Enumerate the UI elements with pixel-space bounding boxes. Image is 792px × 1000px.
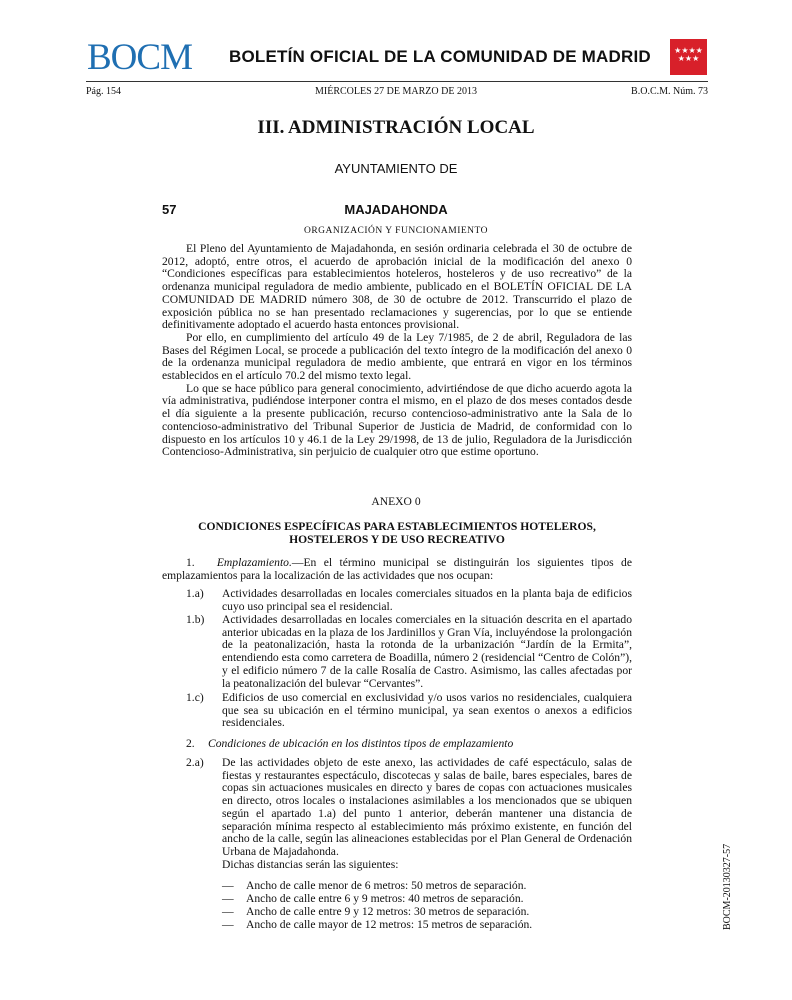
section-title: III. ADMINISTRACIÓN LOCAL (257, 117, 535, 138)
paragraph: Por ello, en cumplimiento del artículo 49 de la Ley 7/1985, de 2 de abril, Reguladora de las Bases del Régimen Local, se procede a publicación del texto íntegro de la modificación del anexo 0 de la ordenanza municipal reguladora de medio ambiente, que entrará en vigor en los términos establecidos en el artículo 70.2 del mismo texto legal. (162, 330, 632, 383)
paragraph: Lo que se hace público para general conocimiento, advirtiéndose de que dicho acuerdo agota la vía administrativa, pudiéndose interponer contra el mismo, en el plazo de dos meses contados desde el día siguiente a la presente publicación, recurso contencioso-administrativo ante la Sala de lo contencioso-administrativo del Tribunal Superior de Justicia de Madrid, de conformidad con lo dispuesto en los artículos 10 y 46.1 de la Ley 29/1998, de 13 de julio, Reguladora de la Jurisdicción Contencioso-Administrativa, sin perjuicio de cualquier otro que estime oportuno. (162, 381, 632, 459)
section-2-heading: 2. Condiciones de ubicación en los distintos tipos de emplazamiento (162, 738, 632, 751)
annex-heading: CONDICIONES ESPECÍFICAS PARA ESTABLECIMIENTOS HOTELEROS, HOSTELEROS Y DE USO RECREATIVO (198, 520, 596, 546)
intro-text (162, 243, 632, 459)
section-1 (162, 557, 632, 582)
item-text-2: Dichas distancias serán las siguientes: (222, 857, 399, 871)
dash-item: — Ancho de calle entre 6 y 9 metros: 40 metros de separación. (222, 892, 524, 905)
item-label: 1.b) (186, 613, 205, 626)
municipality-name: MAJADAHONDA (344, 202, 448, 217)
flag-stars: ★★★★ ★★★ (674, 46, 703, 63)
page-number: Pág. 154 (86, 86, 121, 97)
list-item (162, 588, 632, 613)
side-code: BOCM-20130327-57 (722, 843, 733, 930)
announcement-number: 57 (162, 202, 177, 217)
madrid-flag-icon (670, 39, 707, 75)
section-1-text: 1. Emplazamiento.—En el término municipal se distinguirán los siguientes tipos de emplazamientos para la localización de las actividades que nos ocupan: (162, 556, 632, 582)
header-rule (86, 81, 708, 82)
subject-line: ORGANIZACIÓN Y FUNCIONAMIENTO (303, 226, 489, 236)
list-item (162, 757, 632, 871)
annex-title: ANEXO 0 (371, 495, 421, 508)
bulletin-title: BOLETÍN OFICIAL DE LA COMUNIDAD DE MADRID (229, 47, 651, 66)
item-label: 1.c) (186, 691, 204, 704)
paragraph: El Pleno del Ayuntamiento de Majadahonda, en sesión ordinaria celebrada el 30 de octubre de 2012, adoptó, entre otros, el acuerdo de aprobación inicial de la modificación del anexo 0 “Condiciones específicas para establecimientos hoteleros, hosteleros y de uso recreativo” de la ordenanza municipal reguladora de medio ambiente, publicado en el BOLETÍN OFICIAL DE LA COMUNIDAD DE MADRID número 308, de 30 de octubre de 2012. Transcurrido el plazo de exposición pública no se han presentado reclamaciones y sugerencias, por lo que se entiende definitivamente adoptado el acuerdo hasta entonces provisional. (162, 242, 632, 332)
list-item (162, 692, 632, 730)
item-text: Edificios de uso comercial en exclusividad y/o usos varios no residenciales, cualquiera que sea su ubicación en el término municipal, ya sean exentos o anexos a edificios residenciales. (222, 691, 632, 730)
issue-number: B.O.C.M. Núm. 73 (631, 86, 708, 97)
bocm-logo: BOCM (87, 37, 192, 78)
list-item (162, 614, 632, 690)
item-label: 1.a) (186, 587, 204, 600)
item-text: De las actividades objeto de este anexo, las actividades de café espectáculo, salas de fiestas y restaurantes espectáculo, discotecas y salas de baile, bares especiales, bares de copas sin actuaciones musicales en directo y bares de copas con actuaciones musicales en directo, otros locales o instalaciones asimilables a los mencionados que se ubiquen según el apartado 1.a) del punto 1 anterior, deberán mantener una distancia de separación mínima respecto al establecimiento más próximo existente, en función del ancho de la calle, según las alineaciones establecidas por el Plan General de Ordenación Urbana de Majadahonda. (222, 756, 632, 858)
dash-item: — Ancho de calle mayor de 12 metros: 15 metros de separación. (222, 918, 533, 931)
section-1-title: Emplazamiento. (216, 556, 292, 569)
issue-date: MIÉRCOLES 27 DE MARZO DE 2013 (315, 86, 477, 97)
entity-label: AYUNTAMIENTO DE (334, 161, 458, 176)
dash-item: — Ancho de calle entre 9 y 12 metros: 30 metros de separación. (222, 905, 530, 918)
item-label: 2.a) (186, 756, 204, 769)
section-2-title: Condiciones de ubicación en los distintos tipos de emplazamiento (208, 737, 514, 750)
dash-item: — Ancho de calle menor de 6 metros: 50 metros de separación. (222, 879, 527, 892)
item-text: Actividades desarrolladas en locales comerciales en la situación descrita en el apartado anterior ubicadas en la plaza de los Jardinillos y Gran Vía, incluyéndose la prolongación de la peatonalización, hasta la rotonda de la urbanización “Jardín de la Ermita”, entendiendo esta como carretera de Boadilla, número 2 (residencial “Centro de Colón”), y el edificio número 7 de la calle Rosalía de Castro. Asimismo, las calles afectadas por la peatonalización del bulevar “Cervantes”. (222, 613, 632, 690)
item-text: Actividades desarrolladas en locales comerciales situados en la planta baja de edificios cuyo uso principal sea el residencial. (222, 587, 632, 613)
